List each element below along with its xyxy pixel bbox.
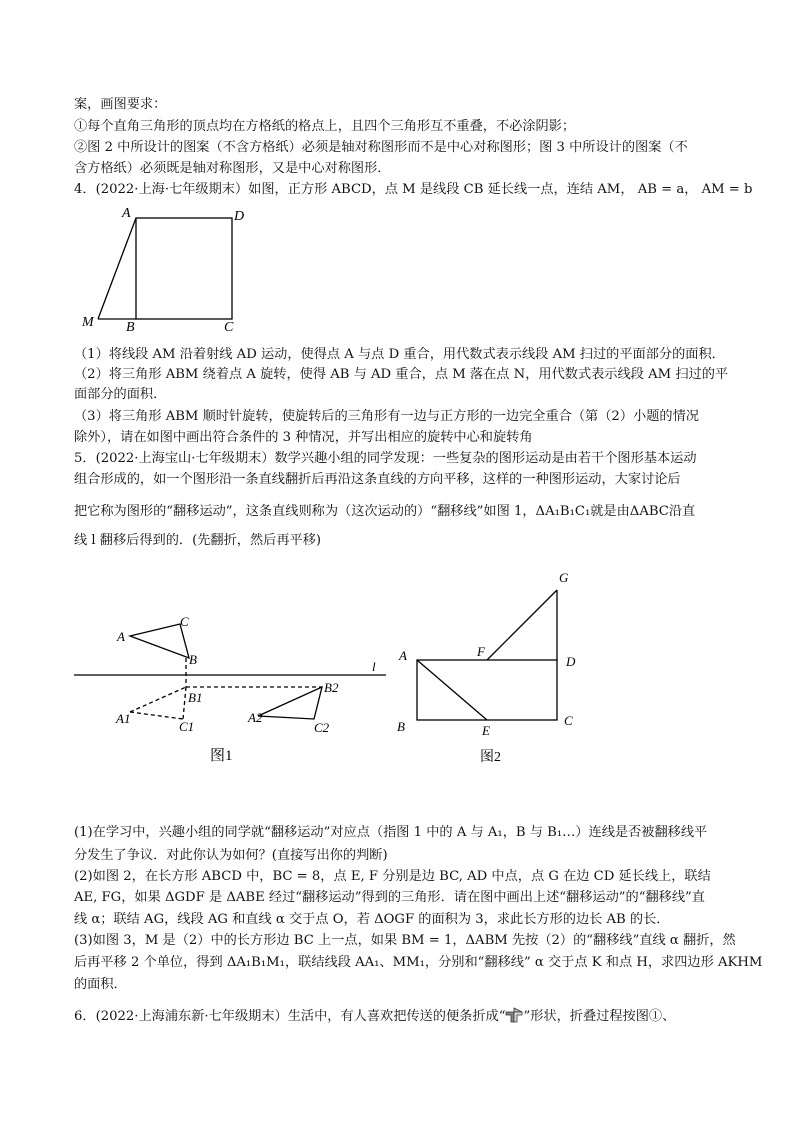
- figure-2: [392, 565, 592, 770]
- label-c1: C1: [179, 719, 195, 734]
- label-f: F: [477, 644, 485, 659]
- problem-5-q2: (2)如图 2，在长方形 ABCD 中，BC = 8，点 E, F 分别是边 BC, AD 中点，点 G 在边 CD 延长线上，联结: [74, 869, 711, 884]
- text-line: 的面积．: [74, 977, 127, 992]
- problem-6-statement: [74, 1007, 675, 1026]
- text-line: 除外），请在如图中画出符合条件的 3 种情况，并写出相应的旋转中心和旋转角: [74, 430, 533, 445]
- dashed-b1-c1: [183, 687, 186, 719]
- label-m: M: [82, 315, 94, 330]
- label-c: C: [180, 614, 189, 629]
- triangle-a2b2c2: [258, 687, 322, 719]
- dashed-a1-b1: [130, 687, 186, 712]
- text-line: 把它称为图形的“翻移运动”，这条直线则称为（这次运动的）“翻移线”如图 1，ΔA₁B₁C₁就是由ΔABC沿直: [74, 504, 696, 519]
- folded-note-icon: [505, 1007, 523, 1023]
- triangle-abc: [130, 624, 189, 658]
- label-l: l: [372, 659, 376, 674]
- problem-5-statement: 5．(2022·上海宝山·七年级期末）数学兴趣小组的同学发现：一些复杂的图形运动是由若干个图形基本运动: [74, 451, 697, 466]
- dashed-a1-c1: [130, 712, 183, 719]
- caption-figure-1: 图1: [210, 748, 233, 764]
- label-d: D: [234, 209, 245, 224]
- problem-5-q1: (1)在学习中，兴趣小组的同学就“翻移运动”对应点（指图 1 中的 A 与 A₁，B 与 B₁…）连线是否被翻移线平: [74, 825, 708, 840]
- square-abcd: [136, 218, 232, 319]
- text-line: 案，画图要求：: [74, 97, 167, 112]
- text-line: 分发生了争议．对此你认为如何？(直接写出你的判断): [74, 848, 388, 863]
- problem-4-q3: （3）将三角形 ABM 顺时针旋转，使旋转后的三角形有一边与正方形的一边完全重合（第（2）小题的情况: [74, 409, 699, 424]
- text-line: ②图 2 中所设计的图案（不含方格纸）必须是轴对称图形而不是中心对称图形；图 3 中所设计的图案（不: [74, 140, 688, 155]
- segment-fg: [487, 590, 557, 660]
- text-line: 线 l 翻移后得到的．(先翻折，然后再平移): [74, 533, 322, 548]
- problem-4-statement: 4．(2022·上海·七年级期末）如图，正方形 ABCD，点 M 是线段 CB 延长线一点，连结 AM， AB = a， AM = b: [74, 182, 753, 197]
- caption-figure-2: 图2: [480, 750, 501, 765]
- segment-am: [98, 218, 136, 319]
- label-d: D: [566, 654, 576, 669]
- text-line: 线 α；联结 AG，线段 AG 和直线 α 交于点 O，若 ΔOGF 的面积为 3，求此长方形的边长 AB 的长．: [74, 912, 670, 927]
- label-b1: B1: [188, 690, 203, 705]
- label-c2: C2: [314, 720, 330, 735]
- rectangle-abcd: [417, 660, 557, 720]
- segment-ae: [417, 660, 487, 720]
- label-b2: B2: [324, 680, 339, 695]
- label-b: B: [189, 652, 197, 667]
- figure-1: [72, 610, 392, 770]
- text-line: AE, FG，如果 ΔGDF 是 ΔABE 经过“翻移运动”得到的三角形．请在图中画出上述“翻移运动”的“翻移线”直: [74, 890, 705, 905]
- problem-4-q1: （1）将线段 AM 沿着射线 AD 运动，使得点 A 与点 D 重合，用代数式表示线段 AM 扫过的平面部分的面积．: [74, 347, 725, 362]
- label-c: C: [224, 320, 234, 335]
- figure-square-abcd: [74, 200, 254, 336]
- text-line: 含方格纸）必须既是轴对称图形，又是中心对称图形．: [74, 161, 391, 176]
- label-b: B: [397, 719, 405, 734]
- label-a2: A2: [248, 710, 263, 725]
- label-a: A: [399, 648, 407, 663]
- text-line: 面部分的面积．: [74, 387, 167, 402]
- text-line: ①每个直角三角形的顶点均在方格纸的格点上，且四个三角形互不重叠，不必涂阴影；: [74, 119, 576, 134]
- label-a1: A1: [116, 711, 131, 726]
- text-line: 后再平移 2 个单位，得到 ΔA₁B₁M₁，联结线段 AA₁、MM₁，分别和“翻移线” α 交于点 K 和点 H，求四边形 AKHM: [74, 955, 763, 970]
- problem-5-q3: (3)如图 3，M 是（2）中的长方形边 BC 上一点，如果 BM = 1，ΔABM 先按（2）的“翻移线”直线 α 翻折，然: [74, 933, 736, 948]
- problem-6-text: 6．(2022·上海浦东新·七年级期末）生活中，有人喜欢把传送的便条折成“: [74, 1009, 506, 1024]
- label-c: C: [564, 713, 573, 728]
- label-a: A: [117, 629, 125, 644]
- problem-6-text-end: ”形状，折叠过程按图①、: [523, 1009, 676, 1024]
- text-line: 组合形成的，如一个图形沿一条直线翻折后再沿这条直线的方向平移，这样的一种图形运动，大家讨论后: [74, 472, 681, 487]
- label-g: G: [559, 570, 569, 585]
- problem-4-q2: （2）将三角形 ABM 绕着点 A 旋转，使得 AB 与 AD 重合，点 M 落在点 N，用代数式表示线段 AM 扫过的平: [74, 367, 729, 382]
- label-e: E: [482, 723, 490, 738]
- label-b: B: [126, 320, 135, 335]
- label-a: A: [122, 206, 131, 221]
